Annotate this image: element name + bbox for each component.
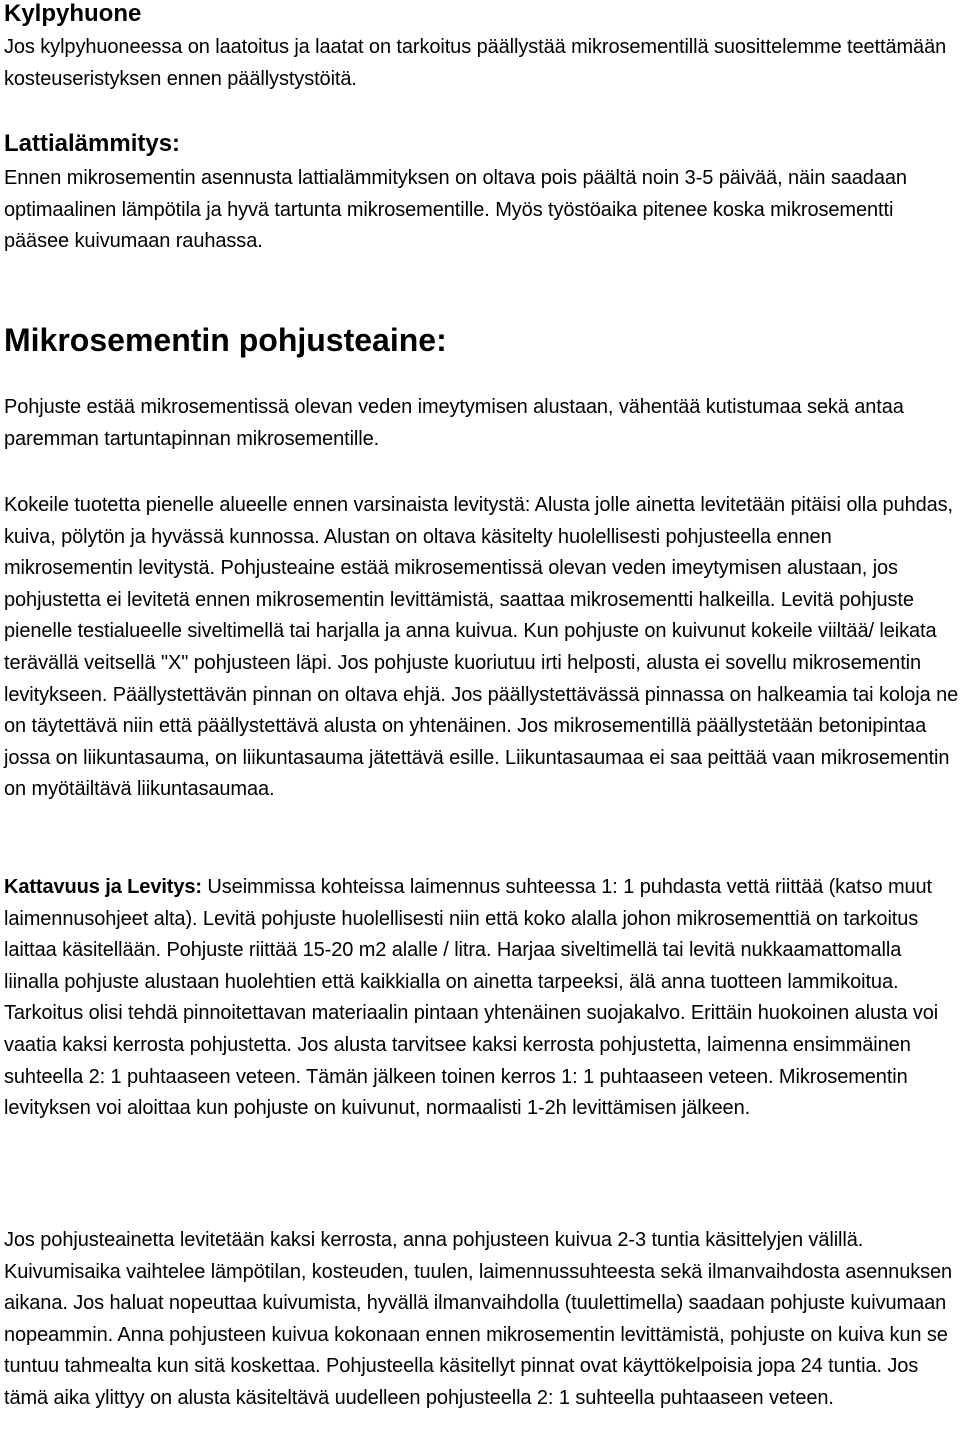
- paragraph-lattialammitys: Ennen mikrosementin asennusta lattialämmityksen on oltava pois päältä noin 3-5 päivää, näin saadaan optimaalinen lämpötila ja hyvä tartunta mikrosementille. Myös työstöaika pitenee koska mikrosementti pääsee kuivumaan rauhassa.: [4, 167, 907, 253]
- paragraph-pohjuste-testaus: Kokeile tuotetta pienelle alueelle ennen varsinaista levitystä: Alusta jolle ainetta levitetään pitäisi olla puhdas, kuiva, pölytön ja hyvässä kunnossa. Alustan on oltava käsitelty huolellisesti pohjusteella ennen mikrosementin levitystä. Pohjusteaine estää mikrosementissä olevan veden imeytymisen alustaan, jos pohjustetta ei levitetä ennen mikrosementin levittämistä, saattaa mikrosementti halkeilla. Levitä pohjuste pienelle testialueelle siveltimellä tai harjalla ja anna kuivua. Kun pohjuste on kuivunut kokeile viiltää/ leikata terävällä veitsellä "X" pohjusteen läpi. Jos pohjuste kuoriutuu irti helposti, alusta ei sovellu mikrosementin levitykseen. Päällystettävän pinnan on oltava ehjä. Jos päällystettävässä pinnassa on halkeamia tai koloja ne on täytettävä niin että päällystettävä alusta on yhtenäinen. Jos mikrosementillä päällystetään betonipintaa jossa on liikuntasauma, on liikuntasauma jätettävä esille. Liikuntasaumaa ei saa peittää vaan mikrosementin on myötäiltävä liikuntasaumaa.: [4, 494, 959, 801]
- paragraph-pohjuste-intro: Pohjuste estää mikrosementissä olevan veden imeytymisen alustaan, vähentää kutistumaa sekä antaa paremman tartuntapinnan mikrosementille.: [4, 396, 904, 450]
- section-heading-kylpyhuone: Kylpyhuone: [4, 0, 142, 27]
- paragraph-kylpyhuone: Jos kylpyhuoneessa on laatoitus ja laatat on tarkoitus päällystää mikrosementillä suosittelemme teettämään kosteuseristyksen ennen päällystystöitä.: [4, 36, 947, 90]
- paragraph-kuivumisaika: Jos pohjusteainetta levitetään kaksi kerrosta, anna pohjusteen kuivua 2-3 tuntia käsittelyjen välillä. Kuivumisaika vaihtelee lämpötilan, kosteuden, tuulen, laimennussuhteesta sekä ilmanvaihdosta asennuksen aikana. Jos haluat nopeuttaa kuivumista, hyvällä ilmanvaihdolla (tuulettimella) saadaan pohjuste kuivumaan nopeammin. Anna pohjusteen kuivua kokonaan ennen mikrosementin levittämistä, pohjuste on kuiva kun se tuntuu tahmealta kun sitä koskettaa. Pohjusteella käsitellyt pinnat ovat käyttökelpoisia jopa 24 tuntia. Jos tämä aika ylittyy on alusta käsiteltävä uudelleen pohjusteella 2: 1 suhteella puhtaaseen veteen.: [4, 1229, 953, 1409]
- section-heading-pohjusteaine: Mikrosementin pohjusteaine:: [4, 322, 447, 358]
- kattavuus-label: Kattavuus ja Levitys:: [4, 876, 202, 898]
- kattavuus-text: Useimmissa kohteissa laimennus suhteessa 1: 1 puhdasta vettä riittää (katso muut laimennusohjeet alta). Levitä pohjuste huolellisesti niin että koko alalla johon mikrosementtiä on tarkoitus laittaa käsitellään. Pohjuste riittää 15-20 m2 alalle / litra. Harjaa siveltimellä tai levitä nukkaamattomalla liinalla pohjuste alustaan huolehtien että kaikkialla on ainetta tarpeeksi, älä anna tuotteen lammikoitua. Tarkoitus olisi tehdä pinnoitettavan materiaalin pintaan yhtenäinen suojakalvo. Erittäin huokoinen alusta voi vaatia kaksi kerrosta pohjustetta. Jos alusta tarvitsee kaksi kerrosta pohjustetta, laimenna ensimmäinen suhteella 2: 1 puhtaaseen veteen. Tämän jälkeen toinen kerros 1: 1 puhtaaseen veteen. Mikrosementin levityksen voi aloittaa kun pohjuste on kuivunut, normaalisti 1-2h levittämisen jälkeen.: [4, 876, 939, 1120]
- paragraph-kattavuus: [4, 872, 959, 1125]
- section-heading-lattialammitys: Lattialämmitys:: [4, 130, 181, 157]
